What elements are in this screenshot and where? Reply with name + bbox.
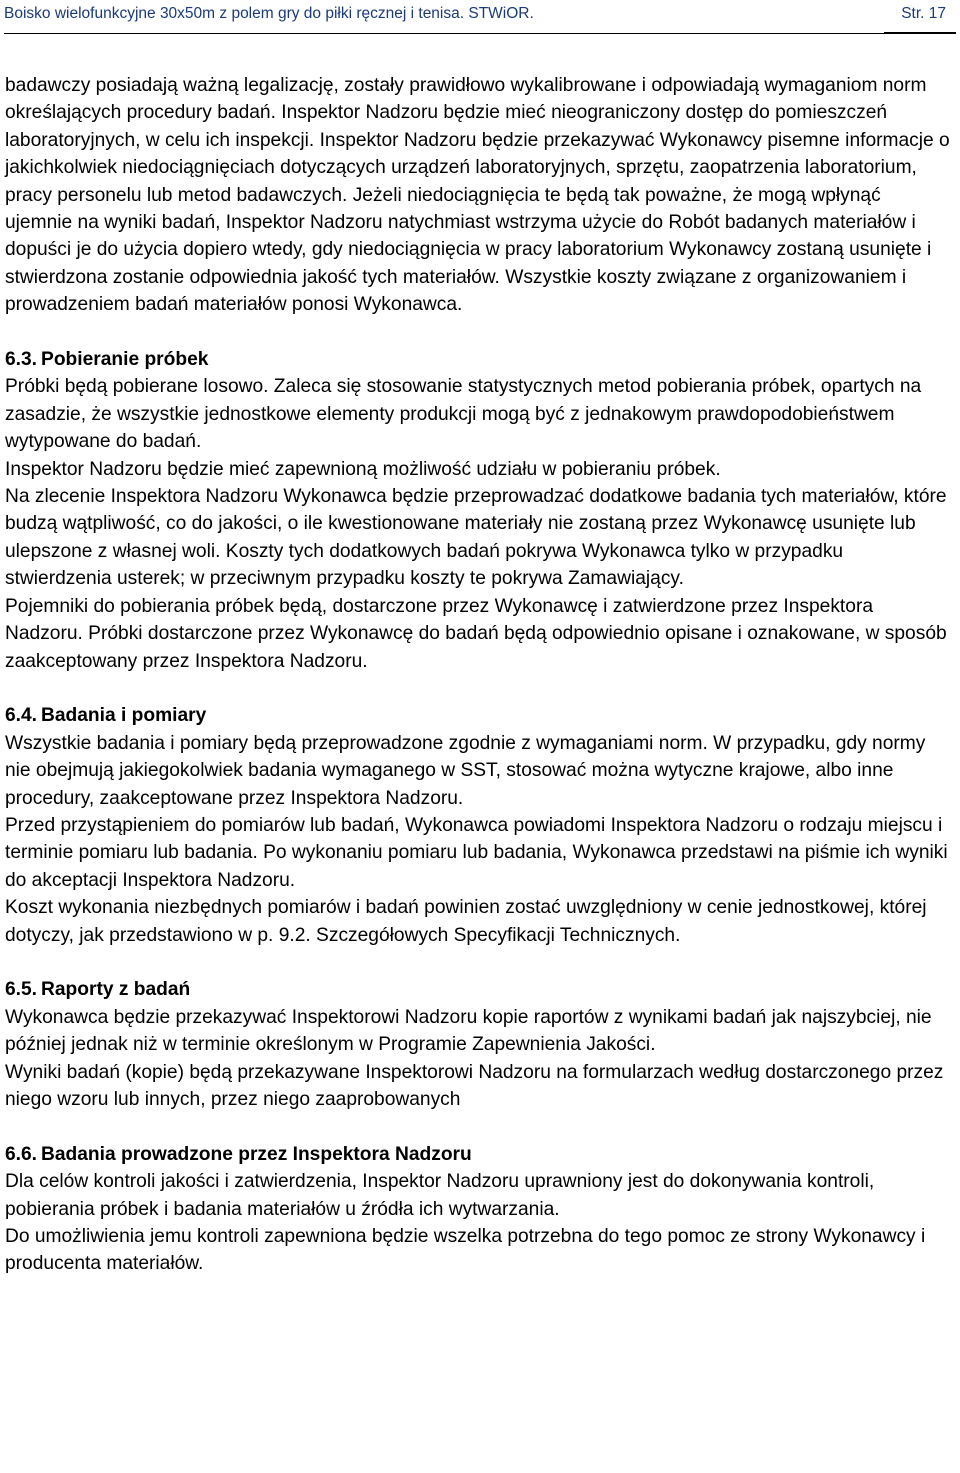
header-rule-accent bbox=[884, 32, 956, 34]
paragraph: Wykonawca będzie przekazywać Inspektorowi Nadzoru kopie raportów z wynikami badań jak najszybciej, nie później jednak niż w terminie określonym w Programie Zapewnienia Jakości. bbox=[5, 1006, 932, 1056]
header-title: Boisko wielofunkcyjne 30x50m z polem gry do piłki ręcznej i tenisa. STWiOR. bbox=[4, 5, 534, 22]
section-title: Badania i pomiary bbox=[41, 705, 207, 727]
section-title: Badania prowadzone przez Inspektora Nadzoru bbox=[41, 1143, 472, 1165]
section-number: 6.3. bbox=[5, 349, 38, 371]
paragraph: Pojemniki do pobierania próbek będą, dostarczone przez Wykonawcę i zatwierdzone przez Inspektora Nadzoru. Próbki dostarczone przez Wykonawcę do badań będą odpowiednio opisane i oznakowane, w sposób zaakceptowany przez Inspektora Nadzoru. bbox=[5, 595, 947, 672]
paragraph: Do umożliwienia jemu kontroli zapewniona będzie wszelka potrzebna do tego pomoc ze strony Wykonawcy i producenta materiałów. bbox=[5, 1226, 926, 1275]
paragraph: Przed przystąpieniem do pomiarów lub badań, Wykonawca powiadomi Inspektora Nadzoru o rodzaju miejscu i terminie pomiaru lub badania. Po wykonaniu pomiaru lub badania, Wykonawca przedstawi na piśmie ich wyniki do akceptacji Inspektora Nadzoru. bbox=[5, 814, 948, 891]
running-header bbox=[4, 4, 946, 26]
section-heading-6-3 bbox=[5, 346, 953, 373]
header-rule bbox=[4, 33, 956, 34]
paragraph: Próbki będą pobierane losowo. Zaleca się stosowanie statystycznych metod pobierania próbek, opartych na zasadzie, że wszystkie jednostkowe elementy produkcji mogą być z jednakowym prawdopodobieństwem wytypowane do badań. bbox=[5, 376, 922, 453]
document-body bbox=[5, 72, 953, 1278]
section-title: Raporty z badań bbox=[41, 979, 191, 1001]
header-page-number: Str. 17 bbox=[901, 5, 946, 22]
section-heading-6-4 bbox=[5, 702, 953, 729]
intro-paragraph: badawczy posiadają ważną legalizację, zostały prawidłowo wykalibrowane i odpowiadają wymaganiom norm określających procedury badań. Inspektor Nadzoru będzie mieć nieograniczony dostęp do pomieszczeń laboratoryjnych, w celu ich inspekcji. Inspektor Nadzoru będzie przekazywać Wykonawcy pisemne informacje o jakichkolwiek niedociągnięciach dotyczących urządzeń laboratoryjnych, sprzętu, zaopatrzenia laboratorium, pracy personelu lub metod badawczych. Jeżeli niedociągnięcia te będą tak poważne, że mogą wpłynąć ujemnie na wyniki badań, Inspektor Nadzoru natychmiast wstrzyma użycie do Robót badanych materiałów i dopuści je do użycia dopiero wtedy, gdy niedociągnięcia w pracy laboratorium Wykonawcy zostaną usunięte i stwierdzona zostanie odpowiednia jakość tych materiałów. Wszystkie koszty związane z organizowaniem i prowadzeniem badań materiałów ponosi Wykonawca. bbox=[5, 75, 950, 316]
paragraph: Dla celów kontroli jakości i zatwierdzenia, Inspektor Nadzoru uprawniony jest do dokonywania kontroli, pobierania próbek i badania materiałów u źródła ich wytwarzania. bbox=[5, 1171, 875, 1220]
section-number: 6.6. bbox=[5, 1143, 38, 1165]
section-heading-6-6 bbox=[5, 1141, 953, 1168]
section-number: 6.5. bbox=[5, 979, 38, 1001]
paragraph: Na zlecenie Inspektora Nadzoru Wykonawca będzie przeprowadzać dodatkowe badania tych materiałów, które budzą wątpliwość, co do jakości, o ile kwestionowane materiały nie zostaną przez Wykonawcę usunięte lub ulepszone z własnej woli. Koszty tych dodatkowych badań pokrywa Wykonawca tylko w przypadku stwierdzenia usterek; w przeciwnym przypadku koszty te pokrywa Zamawiający. bbox=[5, 486, 947, 590]
paragraph: Wyniki badań (kopie) będą przekazywane Inspektorowi Nadzoru na formularzach według dostarczonego przez niego wzoru lub innych, przez niego zaaprobowanych bbox=[5, 1061, 944, 1110]
section-heading-6-5 bbox=[5, 976, 953, 1003]
paragraph: Wszystkie badania i pomiary będą przeprowadzone zgodnie z wymaganiami norm. W przypadku, gdy normy nie obejmują jakiegokolwiek badania wymaganego w SST, stosować można wytyczne krajowe, albo inne procedury, zaakceptowane przez Inspektora Nadzoru. bbox=[5, 732, 926, 809]
paragraph: Inspektor Nadzoru będzie mieć zapewnioną możliwość udziału w pobieraniu próbek. bbox=[5, 458, 721, 480]
section-number: 6.4. bbox=[5, 705, 38, 727]
section-title: Pobieranie próbek bbox=[41, 349, 209, 371]
paragraph: Koszt wykonania niezbędnych pomiarów i badań powinien zostać uwzględniony w cenie jednostkowej, której dotyczy, jak przedstawiono w p. 9.2. Szczegółowych Specyfikacji Technicznych. bbox=[5, 897, 927, 946]
